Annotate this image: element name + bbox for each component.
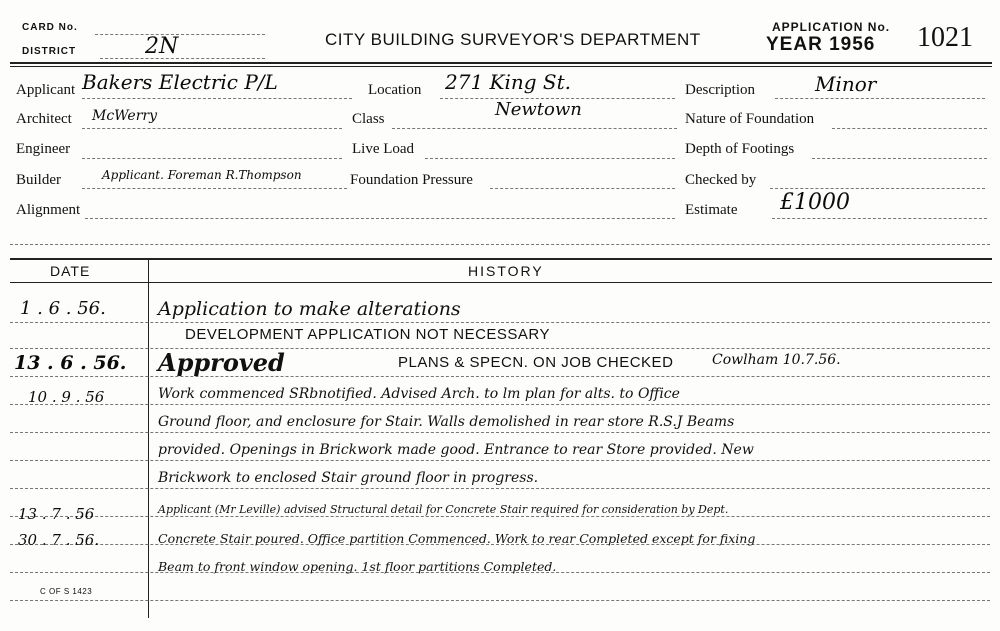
ruled-line [10, 488, 990, 489]
ruled-line [10, 348, 990, 349]
history-text: Approved [158, 348, 285, 377]
ruled-line [832, 128, 987, 129]
history-stamp: DEVELOPMENT APPLICATION NOT NECESSARY [185, 326, 550, 343]
class-label: Class [352, 111, 385, 127]
ruled-line [425, 158, 675, 159]
ruled-line [82, 158, 342, 159]
ruled-line [10, 322, 990, 323]
ruled-line [82, 128, 342, 129]
district-value: 2N [145, 34, 179, 59]
architect-label: Architect [16, 111, 72, 127]
engineer-label: Engineer [16, 141, 71, 157]
history-stamp: PLANS & SPECN. ON JOB CHECKED [398, 354, 674, 371]
history-header-rule [10, 282, 992, 283]
description-label: Description [685, 82, 755, 98]
date-column-divider [148, 258, 149, 618]
foundation-pressure-label: Foundation Pressure [350, 172, 473, 188]
history-text: Ground floor, and enclosure for Stair. Walls demolished in rear store R.S.J Beams [158, 414, 735, 430]
history-text: Concrete Stair poured. Office partition Commenced. Work to rear Completed except for fixing [158, 531, 756, 546]
history-text: Work commenced SRbnotified. Advised Arch. to lm plan for alts. to Office [158, 386, 680, 402]
card-no-line [95, 34, 265, 35]
history-text: provided. Openings in Brickwork made good. Entrance to rear Store provided. New [158, 442, 754, 458]
architect-value: McWerry [92, 108, 158, 124]
application-no-label: APPLICATION No. [772, 20, 891, 34]
location-value-2: Newtown [495, 99, 582, 120]
ruled-line [10, 516, 990, 517]
ruled-line [10, 460, 990, 461]
application-number: 1021 [917, 22, 973, 53]
ruled-line [10, 376, 990, 377]
ruled-line [770, 188, 985, 189]
district-line [100, 58, 265, 59]
ruled-line [10, 244, 990, 245]
ruled-line [82, 188, 347, 189]
location-label: Location [368, 82, 422, 98]
builder-value: Applicant. Foreman R.Thompson [102, 168, 302, 182]
form-code: C OF S 1423 [40, 587, 93, 596]
checked-by-label: Checked by [685, 172, 757, 188]
history-text: Application to make alterations [158, 298, 461, 320]
history-top-rule [10, 258, 992, 260]
header-rule [10, 62, 992, 64]
ruled-line [10, 432, 990, 433]
applicant-value: Bakers Electric P/L [82, 70, 278, 94]
card-no-label: CARD No. [22, 22, 78, 33]
ruled-line [82, 98, 352, 99]
ruled-line [85, 218, 675, 219]
alignment-label: Alignment [16, 202, 81, 218]
location-value: 271 King St. [445, 70, 572, 94]
history-date: 10 . 9 . 56 [28, 388, 105, 406]
estimate-value: £1000 [780, 190, 850, 215]
ruled-line [440, 98, 675, 99]
date-header: DATE [50, 263, 91, 279]
applicant-label: Applicant [16, 82, 76, 98]
history-date: 13 . 6 . 56. [14, 352, 127, 374]
estimate-label: Estimate [685, 202, 738, 218]
header-rule-2 [10, 66, 992, 67]
history-date: 30 . 7 . 56. [18, 531, 100, 549]
ruled-line [10, 404, 990, 405]
depth-of-footings-label: Depth of Footings [685, 141, 795, 157]
nature-of-foundation-label: Nature of Foundation [685, 111, 815, 127]
history-header: HISTORY [468, 263, 544, 279]
ruled-line [490, 188, 675, 189]
history-date: 1 . 6 . 56. [20, 298, 106, 319]
ruled-line [775, 98, 985, 99]
inspector-signature: Cowlham 10.7.56. [712, 352, 841, 368]
builder-label: Builder [16, 172, 61, 188]
ruled-line [10, 600, 990, 601]
history-text: Brickwork to enclosed Stair ground floor in progress. [158, 470, 539, 486]
district-label: DISTRICT [22, 46, 77, 57]
live-load-label: Live Load [352, 141, 415, 157]
ruled-line [772, 218, 987, 219]
history-text: Applicant (Mr Leville) advised Structural detail for Concrete Stair required for consideration by Dept. [158, 503, 729, 516]
history-text: Beam to front window opening. 1st floor partitions Completed. [158, 559, 557, 574]
history-date: 13 . 7 . 56 [18, 505, 95, 523]
department-title: CITY BUILDING SURVEYOR'S DEPARTMENT [325, 30, 701, 49]
year-label: YEAR 1956 [766, 34, 876, 55]
description-value: Minor [815, 72, 877, 96]
ruled-line [812, 158, 987, 159]
ruled-line [392, 128, 677, 129]
